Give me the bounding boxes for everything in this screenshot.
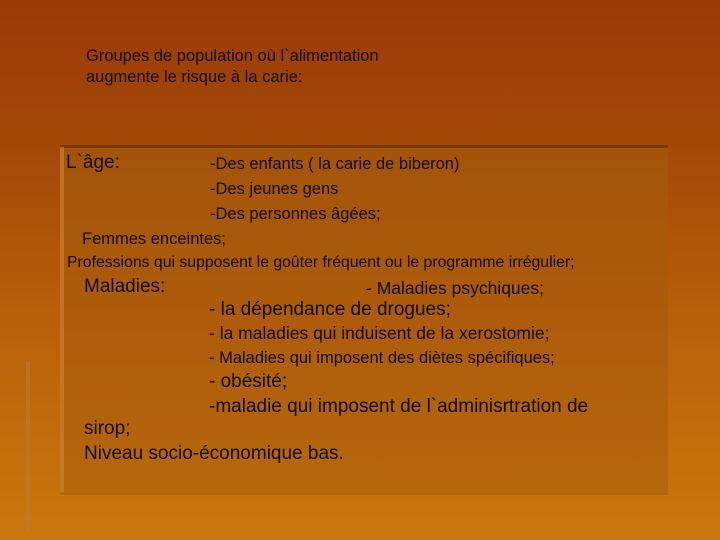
maladie-obesite: - obésité; [209, 371, 288, 392]
maladies-label: Maladies: [84, 276, 166, 297]
niveau-socio-economique: Niveau socio-économique bas. [84, 443, 344, 464]
slide-title-line-2: augmente le risque à la carie: [86, 68, 303, 86]
sirop-text: sirop; [84, 418, 131, 439]
maladie-dietes: - Maladies qui imposent des diètes spécifiques; [209, 349, 555, 367]
slide-title [86, 46, 506, 88]
age-label: L`âge: [66, 152, 120, 173]
age-item-young: -Des jeunes gens [210, 180, 339, 198]
age-item-children: -Des enfants ( la carie de biberon) [210, 155, 460, 173]
slide-title-line-1: Groupes de population où l`alimentation [86, 47, 379, 65]
professions: Professions qui supposent le goûter fréquent ou le programme irrégulier; [67, 254, 575, 271]
maladie-drogues: - la dépendance de drogues; [209, 299, 451, 320]
panel-edge-decoration [60, 147, 64, 492]
side-decoration [26, 362, 30, 532]
femmes-enceintes: Femmes enceintes; [82, 230, 226, 248]
maladie-psychiques: - Maladies psychiques; [366, 278, 544, 298]
maladie-xerostomie: - la maladies qui induisent de la xerostomie; [209, 323, 550, 343]
age-item-elderly: -Des personnes âgées; [210, 205, 381, 223]
maladie-administration: -maladie qui imposent de l`adminisrtration de [209, 396, 589, 417]
